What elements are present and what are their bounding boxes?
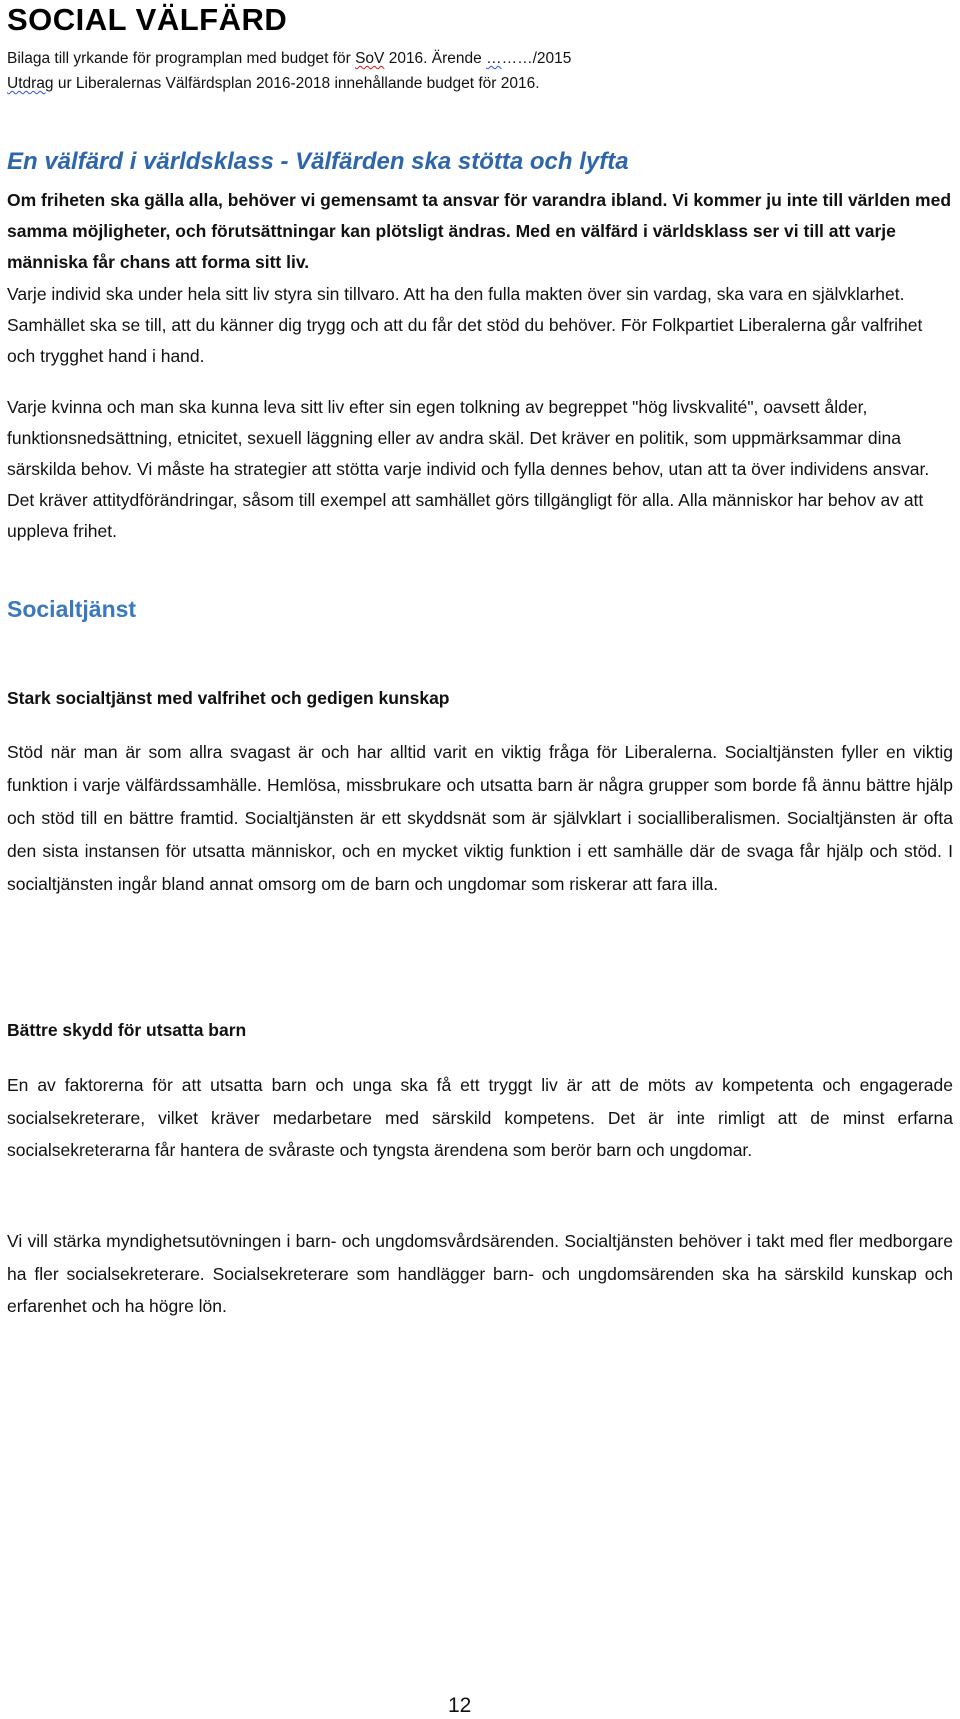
bilaga-text: Bilaga till yrkande för programplan med budget för [7, 50, 356, 67]
spellcheck-word-sov: SoV [355, 50, 385, 67]
bilaga-line [7, 50, 571, 68]
spellcheck-word-utdrag: Utdrag [7, 75, 54, 92]
section-heading-socialtjanst: Socialtjänst [7, 596, 137, 622]
subheading-battre-skydd: Bättre skydd för utsatta barn [7, 1020, 247, 1040]
socialtjanst-paragraph-1: Stöd när man är som allra svagast är och har alltid varit en viktig fråga för Liberalerna. Socialtjänsten fyller en viktig funktion i varje välfärdssamhälle. Hemlösa, missbrukare och utsatta barn är några grupper som borde få ännu bättre hjälp och stöd till en bättre framtid. Socialtjänsten är ett skyddsnät som är självklart i socialliberalismen. Socialtjänsten är ofta den sista instansen för utsatta människor, och en mycket viktig funktion i ett samhälle där de svaga får hjälp och stöd. I socialtjänsten ingår bland annat omsorg om de barn och ungdomar som riskerar att fara illa. [7, 742, 953, 894]
subheading-stark-socialtjanst: Stark socialtjänst med valfrihet och gedigen kunskap [7, 688, 450, 708]
page-number: 12 [448, 1694, 472, 1717]
welfare-heading: En välfärd i världsklass - Välfärden ska stötta och lyfta [7, 148, 629, 175]
socialtjanst-paragraph-3: Vi vill stärka myndighetsutövningen i barn- och ungdomsvårdsärenden. Socialtjänsten behöver i takt med fler medborgare ha fler socialsekreterare. Socialsekreterare som handlägger barn- och ungdomsärenden ska ha särskild kunskap och erfarenhet och ha högre lön. [7, 1231, 953, 1316]
intro-paragraph-1: Varje individ ska under hela sitt liv styra sin tillvaro. Att ha den fulla makten över sin vardag, ska vara en självklarhet. Samhället ska se till, att du känner dig trygg och att du får det stöd du behöver. För Folkpartiet Liberalerna går valfrihet och trygghet hand i hand. [7, 284, 923, 366]
bilaga-text-post: ……/2015 [501, 50, 572, 67]
document-title: SOCIAL VÄLFÄRD [7, 2, 288, 37]
intro-lead-paragraph: Om friheten ska gälla alla, behöver vi gemensamt ta ansvar för varandra ibland. Vi kommer ju inte till världen med samma möjligheter, och förutsättningar kan plötsligt ändras. Med en välfärd i världsklass ser vi till att varje människa får chans att forma sitt liv. [7, 190, 952, 272]
grammar-mark-dots: … [486, 50, 502, 67]
utdrag-line [7, 75, 540, 93]
intro-paragraph-2: Varje kvinna och man ska kunna leva sitt liv efter sin egen tolkning av begreppet "hög livskvalité", oavsett ålder, funktionsnedsättning, etnicitet, sexuell läggning eller av andra skäl. Det kräver en politik, som uppmärksammar dina särskilda behov. Vi måste ha strategier att stötta varje individ och fylla dennes behov, utan att ta över individens ansvar. Det kräver attitydförändringar, såsom till exempel att samhället görs tillgängligt för alla. Alla människor har behov av att uppleva frihet. [7, 397, 930, 541]
utdrag-text: ur Liberalernas Välfärdsplan 2016-2018 innehållande budget för 2016. [53, 75, 540, 92]
socialtjanst-paragraph-2: En av faktorerna för att utsatta barn och unga ska få ett tryggt liv är att de möts av kompetenta och engagerade socialsekreterare, vilket kräver medarbetare med särskild kompetens. Det är inte rimligt att de minst erfarna socialsekreterarna får hantera de svåraste och tyngsta ärendena som berör barn och ungdomar. [7, 1075, 953, 1160]
bilaga-text-mid: 2016. Ärende [384, 50, 487, 67]
